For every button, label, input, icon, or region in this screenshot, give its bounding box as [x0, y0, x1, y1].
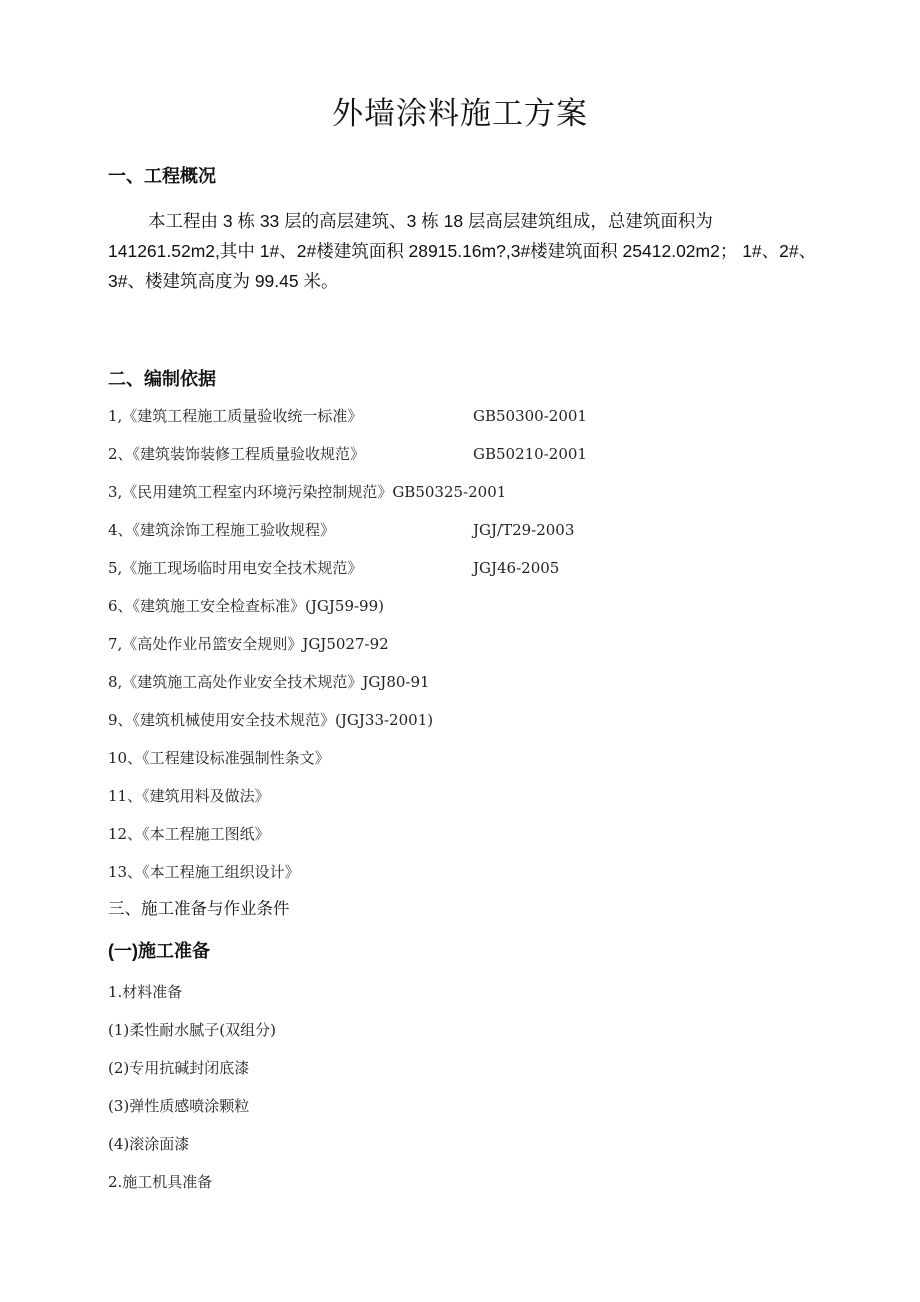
materials-heading: 1.材料准备 — [108, 983, 183, 1001]
material-item-1: (1)柔性耐水腻子(双组分) — [108, 1021, 276, 1039]
material-item-2: (2)专用抗碱封闭底漆 — [108, 1059, 250, 1077]
overview-line-2: 141261.52m2,其中 1#、2#楼建筑面积 28915.16m?,3#楼建筑面积 25412.02m2； 1#、2#、 — [108, 241, 817, 261]
section-heading-preparation: 三、施工准备与作业条件 — [108, 900, 290, 918]
basis-item-10: 10、《工程建设标准强制性条文》 — [108, 749, 330, 767]
overview-line-3: 3#、楼建筑高度为 99.45 米。 — [108, 271, 339, 291]
basis-item-12: 12、《本工程施工图纸》 — [108, 825, 270, 843]
basis-item-1-code: GB50300-2001 — [473, 407, 587, 425]
material-item-3: (3)弹性质感喷涂颗粒 — [108, 1097, 250, 1115]
basis-item-9: 9、《建筑机械使用安全技术规范》(JGJ33-2001) — [108, 711, 434, 729]
overview-paragraph — [108, 208, 853, 294]
material-item-4: (4)滚涂面漆 — [108, 1135, 190, 1153]
section-heading-basis: 二、编制依据 — [108, 369, 216, 389]
basis-item-6: 6、《建筑施工安全检查标准》(JGJ59-99) — [108, 597, 384, 615]
basis-item-2-code: GB50210-2001 — [473, 445, 587, 463]
basis-item-4: 4、《建筑涂饰工程施工验收规程》 — [108, 521, 336, 539]
overview-line-1: 本工程由 3 栋 33 层的高层建筑、3 栋 18 层高层建筑组成，总建筑面积为 — [148, 211, 713, 231]
basis-item-13: 13、《本工程施工组织设计》 — [108, 863, 300, 881]
basis-item-5: 5,《施工现场临时用电安全技术规范》 — [108, 559, 363, 577]
subsection-heading-preparation: (一)施工准备 — [108, 941, 210, 961]
basis-item-5-code: JGJ46-2005 — [473, 559, 560, 577]
basis-item-1: 1,《建筑工程施工质量验收统一标准》 — [108, 407, 363, 425]
section-heading-overview: 一、工程概况 — [108, 166, 216, 186]
basis-item-7: 7,《高处作业吊篮安全规则》JGJ5027-92 — [108, 635, 389, 653]
document-title: 外墙涂料施工方案 — [332, 96, 588, 132]
basis-item-4-code: JGJ/T29-2003 — [473, 521, 575, 539]
basis-item-2: 2、《建筑装饰装修工程质量验收规范》 — [108, 445, 366, 463]
basis-item-11: 11、《建筑用料及做法》 — [108, 787, 270, 805]
basis-item-8: 8,《建筑施工高处作业安全技术规范》JGJ80-91 — [108, 673, 430, 691]
basis-item-3: 3,《民用建筑工程室内环境污染控制规范》GB50325-2001 — [108, 483, 507, 501]
tools-heading: 2.施工机具准备 — [108, 1173, 213, 1191]
